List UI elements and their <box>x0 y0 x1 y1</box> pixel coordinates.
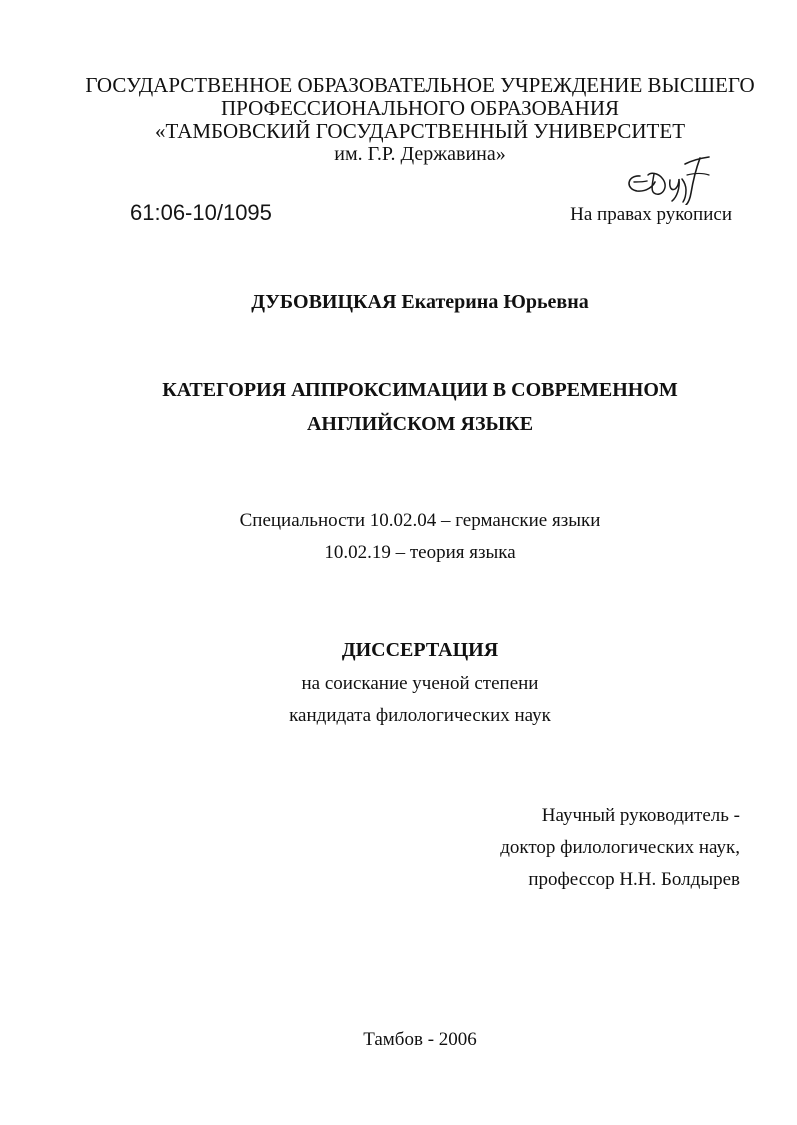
institution-line-1: ГОСУДАРСТВЕННОЕ ОБРАЗОВАТЕЛЬНОЕ УЧРЕЖДЕНИЕ ВЫСШЕГО <box>85 73 755 97</box>
institution-line-4: им. Г.Р. Державина» <box>334 143 506 165</box>
dissertation-title-line-2: АНГЛИЙСКОМ ЯЗЫКЕ <box>306 413 534 435</box>
institution-line-2: ПРОФЕССИОНАЛЬНОГО ОБРАЗОВАНИЯ <box>220 96 619 120</box>
supervisor-line-3: профессор Н.Н. Болдырев <box>528 869 740 890</box>
rights-note: На правах рукописи <box>570 204 732 225</box>
specialty-line-1: Специальности 10.02.04 – германские языки <box>239 510 601 531</box>
specialty-line-2: 10.02.19 – теория языка <box>324 542 516 563</box>
dissertation-label: ДИССЕРТАЦИЯ <box>341 639 499 661</box>
supervisor-line-2: доктор филологических наук, <box>500 837 740 858</box>
institution-line-3: «ТАМБОВСКИЙ ГОСУДАРСТВЕННЫЙ УНИВЕРСИТЕТ <box>154 119 686 143</box>
dissertation-title-line-1: КАТЕГОРИЯ АППРОКСИМАЦИИ В СОВРЕМЕННОМ <box>162 379 678 401</box>
catalog-number: 61:06-10/1095 <box>130 200 272 225</box>
degree-line-2: кандидата филологических наук <box>289 705 551 726</box>
handwritten-signature <box>619 151 711 205</box>
degree-line-1: на соискание ученой степени <box>301 673 539 694</box>
author-name: ДУБОВИЦКАЯ Екатерина Юрьевна <box>251 291 589 313</box>
supervisor-line-1: Научный руководитель - <box>541 805 740 826</box>
city-year: Тамбов - 2006 <box>363 1029 477 1050</box>
